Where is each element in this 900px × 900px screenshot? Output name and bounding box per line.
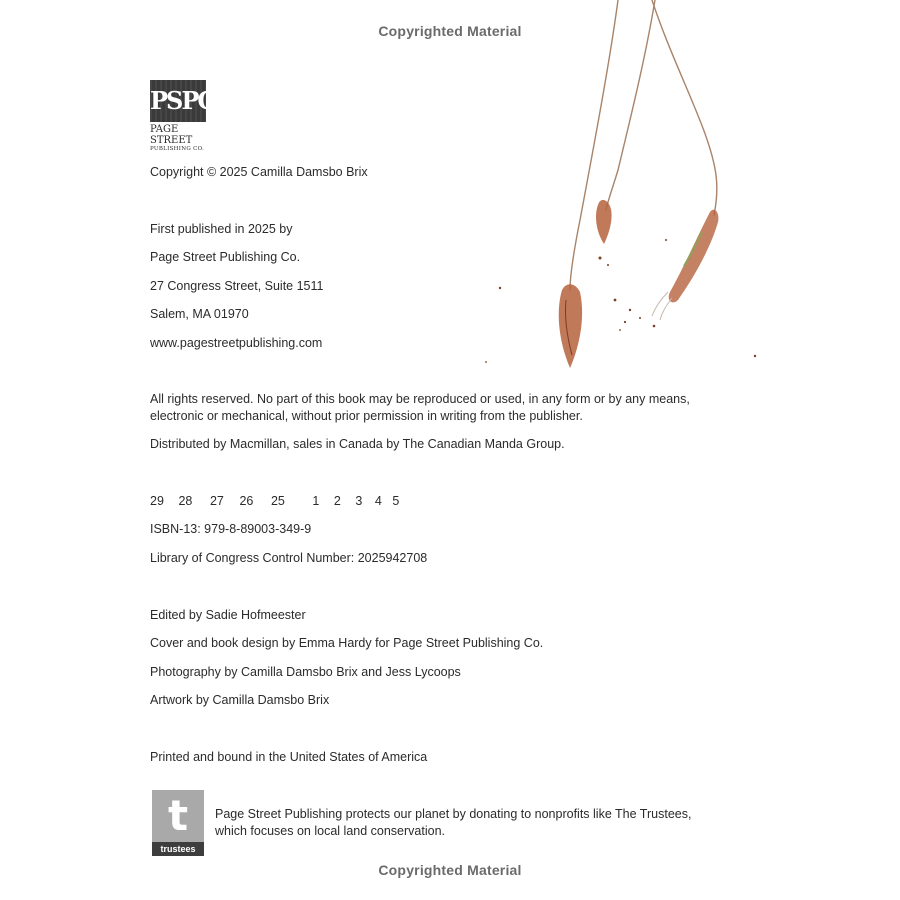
design-credit: Cover and book design by Emma Hardy for Page Street Publishing Co.: [150, 636, 544, 650]
publisher-logo-name: PAGE STREET: [150, 124, 193, 146]
print-number: 5: [392, 494, 400, 508]
publisher-name: Page Street Publishing Co.: [150, 250, 301, 264]
seed-pods: [559, 200, 719, 368]
trustees-statement: Page Street Publishing protects our planet by donating to nonprofits like The Trustees, which focuses on local land conservation.: [215, 807, 692, 838]
publisher-website: www.pagestreetpublishing.com: [150, 336, 323, 350]
copyright-banner-top: Copyrighted Material: [378, 23, 522, 39]
print-year: 28: [178, 494, 193, 508]
copyright-banner-bottom: Copyrighted Material: [378, 862, 522, 878]
rights-reserved-text: All rights reserved. No part of this book may be reproduced or used, in any form or by any means, electronic or mechanical, without prior permission in writing from the publisher.: [150, 392, 690, 423]
trustees-logo-word: trustees: [152, 842, 204, 856]
publisher-logo: [150, 80, 215, 153]
print-number: 1: [312, 494, 320, 508]
publisher-street: 27 Congress Street, Suite 1511: [150, 279, 324, 293]
isbn-line: ISBN-13: 979-8-89003-349-9: [150, 522, 312, 536]
editor-credit: Edited by Sadie Hofmeester: [150, 608, 306, 622]
copyright-line: Copyright © 2025 Camilla Damsbo Brix: [150, 165, 368, 179]
publisher-logo-mark: PSPC: [150, 80, 206, 122]
seed-pod-illustration: [470, 0, 770, 380]
print-number: 3: [355, 494, 363, 508]
trustees-logo-letter: t: [167, 791, 189, 840]
print-number: 2: [333, 494, 341, 508]
publisher-logo-sub: PUBLISHING CO.: [150, 146, 205, 152]
trustees-logo: [152, 790, 204, 856]
print-year: 26: [239, 494, 254, 508]
publisher-city: Salem, MA 01970: [150, 307, 249, 321]
artwork-credit: Artwork by Camilla Damsbo Brix: [150, 693, 330, 707]
print-number: 4: [374, 494, 382, 508]
print-year: 29: [150, 494, 164, 508]
print-year: 25: [270, 494, 285, 508]
first-published-line: First published in 2025 by: [150, 222, 293, 236]
printing-line: [150, 493, 399, 509]
printed-in-line: Printed and bound in the United States of America: [150, 750, 428, 764]
seed-specks: [485, 239, 756, 363]
photography-credit: Photography by Camilla Damsbo Brix and Jess Lycoops: [150, 665, 461, 679]
lccn-line: Library of Congress Control Number: 2025942708: [150, 551, 428, 565]
distribution-line: Distributed by Macmillan, sales in Canada by The Canadian Manda Group.: [150, 437, 565, 451]
print-year: 27: [209, 494, 224, 508]
